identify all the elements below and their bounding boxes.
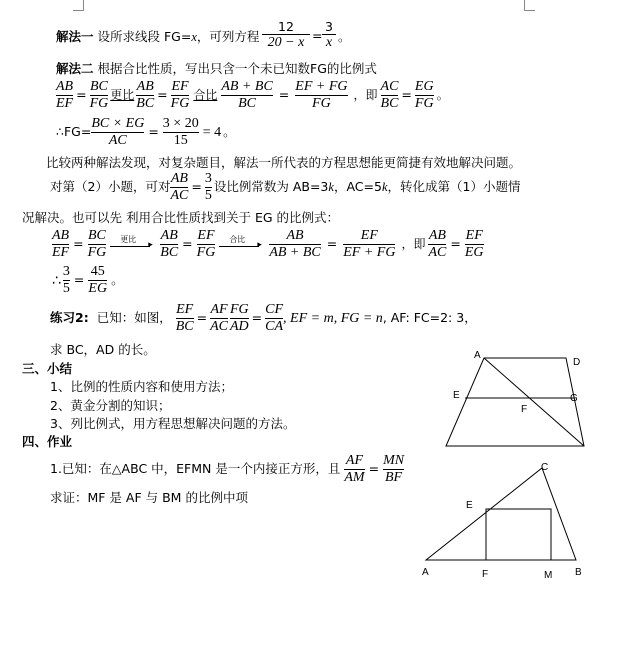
fraction-ab-ef — [56, 79, 73, 112]
ji-text: ，即 — [401, 236, 426, 251]
q2-text2: 设比例常数为 AB=3 — [213, 179, 329, 195]
fraction-numerator: AC — [380, 79, 399, 94]
fraction-denominator: 20 − x — [262, 34, 310, 51]
homework-q1: 1.已知：在△ABC 中，EFMN 是一个内接正方形，且 $\frac{AF}{AM}$ = $\frac{MN}{BF}$ — [50, 453, 405, 486]
homework-q1-text: 1.已知：在△ABC 中，EFMN 是一个内接正方形，且 — [50, 461, 341, 477]
hebi-arrow: 合比 ▸ — [219, 235, 265, 255]
fg-calc: ∴FG= $\frac{BC \times EG}{AC}$ = $\frac{3 \times 20}{15}$ = 4 。 — [56, 116, 236, 149]
fraction-denominator: CA — [265, 319, 284, 335]
fraction-af-am — [344, 453, 364, 486]
exercise-2-label: 练习2: — [50, 310, 89, 326]
fraction-denominator: EG — [88, 281, 108, 297]
summary-heading: 三、小结 — [22, 361, 73, 376]
fraction-denominator: BF — [385, 470, 403, 486]
method2-formula: $\frac{AB}{EF}$ = $\frac{BC}{FG}$ 更比 $\frac{AB}{BC}$ = $\frac{EF}{FG}$ 合比 $\frac{AB + BC}{BC}$ = $\frac{EF + FG}{FG}$ ，即 $\frac{AC}{BC}$ = $\frac{EG}{FG}$ 。 — [56, 79, 450, 112]
fraction-numerator: AB — [170, 171, 188, 186]
fraction-numerator: 45 — [90, 264, 105, 279]
fraction-eg-fg — [415, 79, 434, 112]
fraction-denominator: FG — [89, 96, 109, 112]
fraction-numerator: 3 × 20 — [162, 116, 199, 131]
homework-prove: 求证：MF 是 AF 与 BM 的比例中项 — [50, 490, 248, 505]
fraction-numerator: MN — [383, 453, 405, 468]
method1-fraction-1 — [262, 20, 310, 51]
label-f: F — [521, 404, 528, 415]
fraction-af-ac — [210, 302, 228, 335]
method1-end: 。 — [338, 29, 351, 44]
triangle-square-figure — [420, 460, 590, 585]
label-e: E — [466, 500, 473, 511]
fraction-sum-1 — [221, 79, 272, 112]
fraction-45-eg — [88, 264, 107, 297]
method2-line — [56, 62, 377, 76]
fraction-ab-sum — [269, 228, 320, 261]
fg-calc-result: = 4 — [202, 124, 222, 140]
fraction-denominator: AC — [428, 245, 447, 261]
fraction-numerator: EF — [197, 228, 215, 243]
fraction-denominator: FG — [414, 96, 434, 112]
fraction-numerator: EG — [414, 79, 434, 94]
fraction-numerator: AB — [56, 79, 74, 94]
fraction-mn-bf — [383, 453, 404, 486]
fraction-numerator: 3 — [325, 19, 333, 34]
conclusion-end: 。 — [111, 272, 124, 288]
summary-item: 3、列比例式，用方程思想解决问题的方法。 — [50, 416, 296, 431]
fraction-numerator: EF — [360, 228, 378, 243]
fraction-denominator: AD — [229, 319, 249, 335]
trapezoid-outline — [446, 358, 584, 446]
method1-line — [56, 30, 259, 44]
fraction-ab-ac — [170, 171, 188, 204]
fraction-numerator: CF — [265, 302, 284, 317]
label-g: G — [570, 393, 578, 404]
fraction-numerator: AB — [136, 79, 154, 94]
q2-text1: 对第（2）小题，可对 — [50, 179, 171, 195]
fraction-ef-eg — [465, 228, 484, 261]
fraction-denominator: AC — [170, 188, 189, 204]
q2-k2: k — [381, 180, 388, 195]
fraction-3-5 — [205, 171, 212, 204]
fraction-denominator: FG — [170, 96, 190, 112]
fraction-denominator: AC — [91, 132, 144, 149]
fraction-denominator: 15 — [163, 132, 199, 149]
homework-heading: 四、作业 — [22, 434, 73, 449]
triangle-abc — [426, 468, 576, 560]
fraction-numerator: AB — [428, 228, 446, 243]
fraction-numerator: AB + BC — [221, 79, 273, 94]
ji-text: ，即 — [353, 87, 378, 102]
exercise-2-ratio: , AF: FC=2: 3， — [382, 310, 477, 326]
label-m: M — [544, 570, 553, 581]
fraction-denominator: EG — [464, 245, 484, 261]
page-corner-mark — [73, 0, 84, 11]
fraction-denominator: BC — [380, 96, 399, 112]
fg-calc-end: 。 — [223, 124, 236, 140]
arrow-label: 合比 — [229, 234, 246, 244]
trapezoid-figure — [440, 350, 590, 450]
fraction-numerator: FG — [229, 302, 249, 317]
fraction-ab-ef — [52, 228, 69, 261]
method1-text: 设所求线段 FG= — [97, 29, 192, 44]
q2-line2: 况解决。也可以先 利用合比性质找到关于 EG 的比例式： — [22, 210, 340, 225]
fraction-denominator: EF — [56, 96, 74, 112]
fraction-3-5 — [63, 264, 70, 297]
fraction-numerator: EF + FG — [295, 79, 348, 94]
fraction-ab-bc — [136, 79, 154, 112]
exercise-2: 练习2: 已知：如图， $\frac{EF}{BC}$ = $\frac{AF}{AC}$ $\frac{FG}{AD}$ = $\frac{CF}{CA}$ , EF = m, FG = n , AF: FC=2: 3， — [50, 302, 477, 335]
fraction-bc-fg — [88, 228, 107, 261]
fraction-cf-ca — [265, 302, 283, 335]
fraction-fg-ad — [230, 302, 249, 335]
fraction-numerator: EF — [171, 79, 189, 94]
fraction-denominator: BC — [160, 245, 179, 261]
fraction-numerator: 3 — [204, 171, 212, 186]
q2-text3: ，AC=5 — [333, 179, 382, 195]
hebi-label: 合比 — [193, 87, 218, 102]
label-f: F — [482, 569, 489, 580]
fraction-numerator: BC — [87, 228, 106, 243]
method2-end: 。 — [436, 87, 450, 103]
conclusion: ∴ $\frac{3}{5}$ = $\frac{45}{EG}$ 。 — [52, 264, 124, 297]
fraction-sum-2 — [295, 79, 347, 112]
page-corner-mark — [524, 0, 535, 11]
fraction-denominator: 5 — [62, 281, 70, 297]
fraction-denominator: FG — [87, 245, 107, 261]
q2-k1: k — [328, 180, 334, 195]
fraction-ef-sum — [343, 228, 395, 261]
method1-label: 解法一 — [56, 29, 94, 44]
fraction-ac-bc — [381, 79, 399, 112]
fraction-denominator: FG — [295, 95, 347, 112]
q2-text4: ，转化成第（1）小题情 — [387, 179, 521, 195]
method2-text: 根据合比性质，写出只含一个未已知数FG的比例式 — [97, 61, 377, 76]
fraction-denominator: FG — [196, 245, 216, 261]
summary-item: 2、黄金分割的知识； — [50, 398, 171, 413]
fraction-bc-fg — [90, 79, 109, 112]
fraction-denominator: AC — [210, 319, 228, 335]
fraction-ab-bc — [160, 228, 178, 261]
compare-text: 比较两种解法发现，对复杂题目，解法一所代表的方程思想能更简捷有效地解决问题。 — [46, 155, 522, 170]
fraction-denominator: BC — [175, 319, 194, 335]
square-efmn — [486, 509, 551, 560]
method1-fraction-2 — [322, 20, 336, 51]
fraction-denominator: AB + BC — [269, 245, 321, 261]
label-e: E — [453, 390, 460, 401]
fraction-bc-eg-ac — [91, 116, 144, 149]
exercise-2-values: , EF = m, FG = n — [283, 310, 383, 326]
fraction-ef-fg — [197, 228, 216, 261]
fraction-denominator: 5 — [204, 188, 212, 204]
fraction-ab-ac — [428, 228, 446, 261]
fraction-numerator: AF — [345, 453, 364, 468]
fg-calc-prefix: ∴FG= — [56, 124, 92, 140]
therefore-symbol: ∴ — [52, 272, 61, 289]
exercise-2-text: 已知：如图， — [96, 310, 172, 326]
fraction-numerator: AB — [286, 228, 304, 243]
fraction-denominator: EF + FG — [343, 245, 396, 261]
label-a: A — [422, 567, 429, 578]
fraction-numerator: AF — [210, 302, 228, 317]
fraction-numerator: BC — [89, 79, 108, 94]
method1-var: x — [191, 30, 197, 44]
fraction-numerator: EF — [465, 228, 483, 243]
fraction-denominator: EF — [52, 245, 70, 261]
fraction-denominator: x — [322, 34, 336, 51]
method2-label: 解法二 — [56, 61, 94, 76]
fraction-numerator: 3 — [62, 264, 70, 279]
fraction-numerator: AB — [160, 228, 178, 243]
arrow-label: 更比 — [120, 234, 137, 244]
fraction-denominator: BC — [221, 95, 272, 112]
label-b: B — [575, 567, 582, 578]
fraction-3x20-15 — [163, 116, 199, 149]
label-c: C — [541, 462, 549, 473]
summary-item: 1、比例的性质内容和使用方法； — [50, 379, 233, 394]
exercise-2-question: 求 BC，AD 的长。 — [50, 342, 156, 357]
fraction-numerator: AB — [52, 228, 70, 243]
fraction-denominator: AM — [344, 470, 365, 486]
ratio-chain: $\frac{AB}{EF}$ = $\frac{BC}{FG}$ 更比 ▸ $\frac{AB}{BC}$ = $\frac{EF}{FG}$ 合比 ▸ $\frac{AB}{AB + BC}$ = $\frac{EF}{EF + FG}$ ，即 $\frac{AB}{AC}$ = $\frac{EF}{EG}$ — [52, 228, 484, 261]
label-a: A — [474, 350, 481, 361]
fraction-numerator: BC × EG — [91, 116, 145, 131]
method1-equals: = — [312, 28, 323, 43]
fraction-denominator: BC — [136, 96, 155, 112]
fraction-ef-bc — [176, 302, 194, 335]
q2-equals: = — [191, 179, 202, 195]
method1-text2: ，可列方程 — [196, 29, 260, 44]
fraction-ef-fg — [171, 79, 190, 112]
fraction-numerator: EF — [176, 302, 194, 317]
label-d: D — [573, 357, 581, 368]
gengbi-label: 更比 — [110, 87, 135, 102]
gengbi-arrow: 更比 ▸ — [110, 235, 156, 255]
fraction-numerator: 12 — [278, 19, 294, 34]
q2-line1 — [50, 171, 520, 204]
